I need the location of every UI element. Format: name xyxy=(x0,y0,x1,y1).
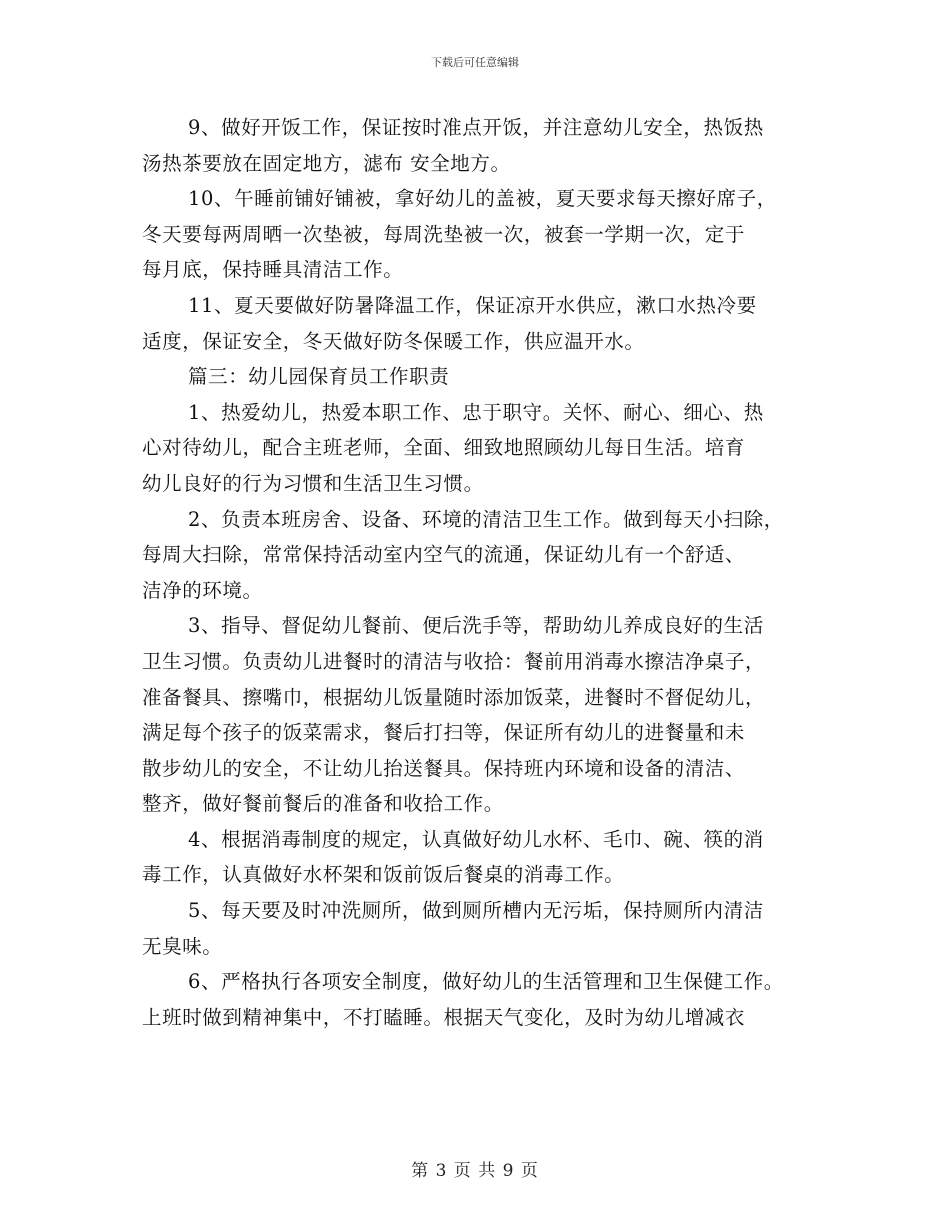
text-line: 4、根据消毒制度的规定，认真做好幼儿水杯、毛巾、碗、筷的消 xyxy=(188,827,764,851)
text-line: 篇三：幼儿园保育员工作职责 xyxy=(188,365,450,389)
text-line: 准备餐具、擦嘴巾，根据幼儿饭量随时添加饭菜，进餐时不督促幼儿， xyxy=(142,685,766,709)
text-line: 3、指导、督促幼儿餐前、便后洗手等，帮助幼儿养成良好的生活 xyxy=(188,614,764,638)
text-line: 每月底，保持睡具清洁工作。 xyxy=(142,258,404,282)
text-line: 上班时做到精神集中，不打瞌睡。根据天气变化，及时为幼儿增减衣 xyxy=(142,1005,746,1029)
text-line: 冬天要每两周晒一次垫被，每周洗垫被一次，被套一学期一次，定于 xyxy=(142,222,746,246)
text-line: 1、热爱幼儿，热爱本职工作、忠于职守。关怀、耐心、细心、热 xyxy=(188,400,764,424)
text-line: 满足每个孩子的饭菜需求，餐后打扫等，保证所有幼儿的进餐量和未 xyxy=(142,721,746,745)
text-line: 幼儿良好的行为习惯和生活卫生习惯。 xyxy=(142,471,484,495)
document-body xyxy=(142,110,822,1035)
text-line: 汤热茶要放在固定地方，滤布 安全地方。 xyxy=(142,151,511,175)
text-line: 适度，保证安全，冬天做好防冬保暖工作，供应温开水。 xyxy=(142,329,645,353)
text-line: 每周大扫除，常常保持活动室内空气的流通，保证幼儿有一个舒适、 xyxy=(142,543,746,567)
page-number: 第 3 页 共 9 页 xyxy=(411,1161,539,1181)
text-line: 洁净的环境。 xyxy=(142,578,263,602)
text-line: 整齐，做好餐前餐后的准备和收拾工作。 xyxy=(142,792,504,816)
text-line: 9、做好开饭工作，保证按时准点开饭，并注意幼儿安全，热饭热 xyxy=(188,116,764,139)
page-header: 下载后可任意编辑 xyxy=(431,56,519,69)
text-line: 散步幼儿的安全，不让幼儿抬送餐具。保持班内环境和设备的清洁、 xyxy=(142,756,746,780)
text-line: 2、负责本班房舍、设备、环境的清洁卫生工作。做到每天小扫除， xyxy=(188,507,784,531)
text-line: 无臭味。 xyxy=(142,934,223,958)
text-line: 10、午睡前铺好铺被，拿好幼儿的盖被，夏天要求每天擦好席子， xyxy=(188,187,777,211)
text-line: 5、每天要及时冲洗厕所，做到厕所槽内无污垢，保持厕所内清洁 xyxy=(188,899,764,923)
text-line: 心对待幼儿，配合主班老师，全面、细致地照顾幼儿每日生活。培育 xyxy=(142,436,746,460)
text-line: 11、夏天要做好防暑降温工作，保证凉开水供应，漱口水热冷要 xyxy=(188,293,757,317)
text-line: 卫生习惯。负责幼儿进餐时的清洁与收拾：餐前用消毒水擦洁净桌子， xyxy=(142,649,766,673)
text-line: 6、严格执行各项安全制度，做好幼儿的生活管理和卫生保健工作。 xyxy=(188,970,784,994)
text-line: 毒工作，认真做好水杯架和饭前饭后餐桌的消毒工作。 xyxy=(142,863,625,887)
